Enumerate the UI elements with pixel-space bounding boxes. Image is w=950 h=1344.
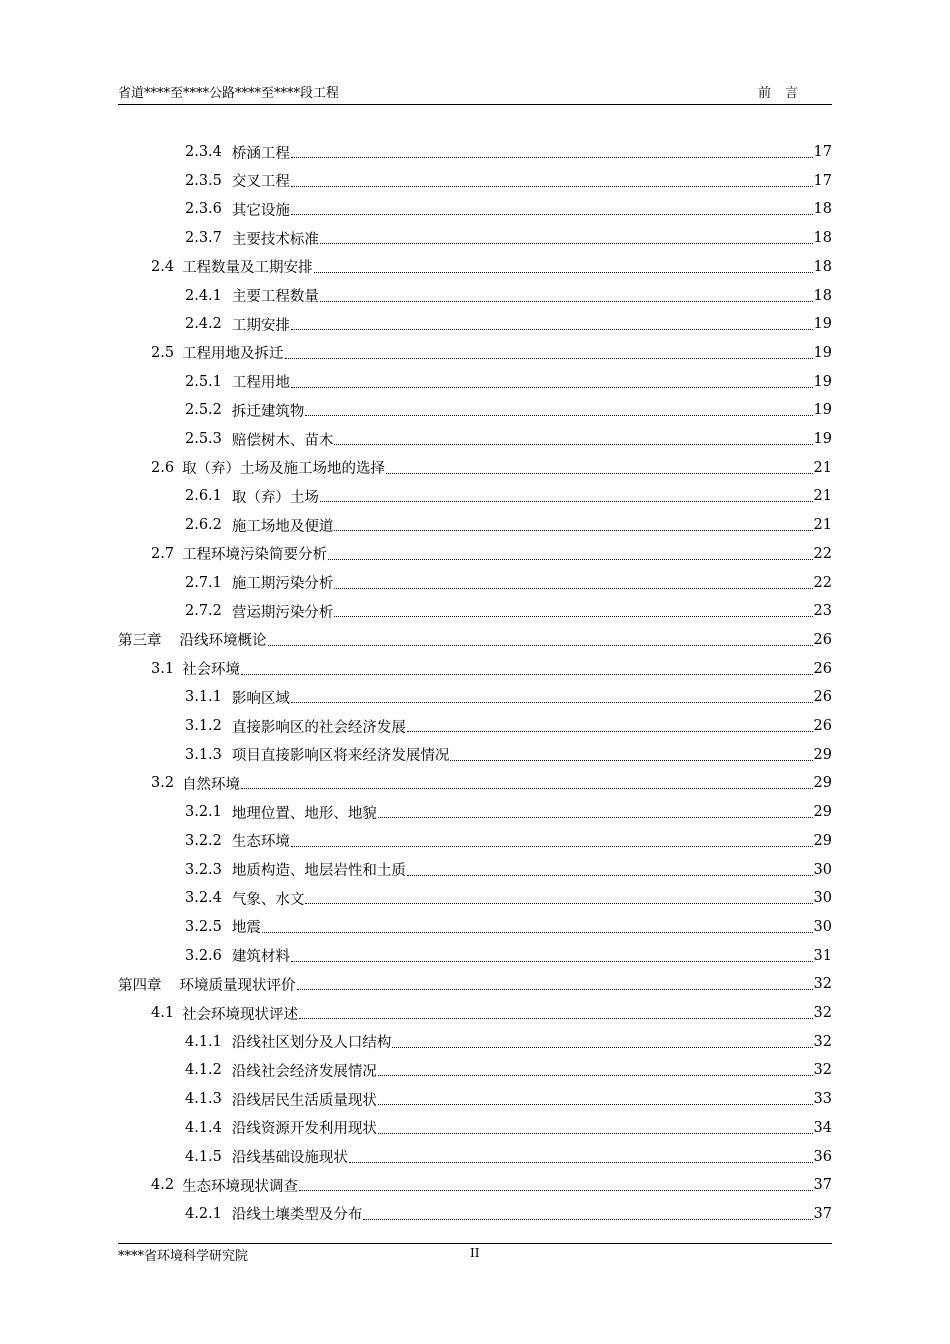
toc-entry-page: 19	[813, 431, 832, 447]
header-section: 前言	[757, 86, 812, 101]
toc-entry-page: 36	[813, 1148, 832, 1165]
toc-entry-page: 26	[813, 660, 832, 677]
toc-entry[interactable]	[185, 368, 832, 396]
toc-entry-number: 3.2.4	[185, 890, 222, 907]
toc-entry-leader	[319, 224, 814, 252]
toc-entry-page: 18	[813, 201, 832, 218]
toc-entry-leader	[298, 1171, 813, 1199]
toc-entry-page: 21	[813, 488, 832, 505]
toc-entry-page: 23	[813, 603, 832, 620]
toc-entry-page: 32	[813, 1062, 832, 1079]
toc-entry-title: 建筑材料	[231, 949, 290, 966]
toc-entry[interactable]	[185, 712, 832, 740]
toc-entry-number: 2.7.2	[185, 603, 222, 620]
toc-entry-title: 社会环境现状评述	[182, 1006, 299, 1023]
toc-entry-leader	[377, 1085, 814, 1113]
toc-entry-leader	[319, 482, 814, 510]
toc-entry-leader	[333, 511, 813, 539]
toc-entry-leader	[290, 195, 814, 223]
toc-entry-number: 3.1.1	[185, 689, 222, 706]
toc-entry-title: 施工期污染分析	[231, 576, 334, 592]
toc-entry-page: 17	[813, 172, 832, 189]
toc-entry[interactable]	[151, 769, 832, 797]
toc-entry-leader	[319, 282, 814, 310]
toc-entry-leader	[348, 1143, 814, 1171]
toc-entry[interactable]	[118, 970, 832, 998]
toc-entry-number: 2.3.5	[185, 172, 222, 189]
toc-entry-title: 沿线居民生活质量现状	[231, 1092, 377, 1109]
toc-entry[interactable]	[185, 1056, 832, 1084]
toc-entry[interactable]	[185, 597, 832, 625]
toc-entry-number: 2.4.2	[185, 316, 222, 333]
toc-entry-page: 33	[813, 1091, 832, 1108]
toc-entry-title: 取（弃）土场及施工场地的选择	[182, 461, 386, 478]
toc-entry-number: 4.1.5	[185, 1148, 222, 1165]
toc-entry-number: 3.1	[151, 660, 175, 677]
toc-entry-number: 第三章	[118, 633, 162, 650]
toc-entry-title: 沿线基础设施现状	[231, 1150, 348, 1166]
toc-entry[interactable]	[185, 425, 832, 453]
toc-entry[interactable]	[185, 741, 832, 769]
toc-entry[interactable]	[185, 224, 832, 252]
toc-entry-leader	[327, 540, 813, 568]
toc-entry-title: 工程环境污染简要分析	[182, 547, 328, 564]
toc-entry-page: 19	[813, 316, 832, 333]
toc-entry-number: 2.6.1	[185, 488, 222, 505]
toc-entry-number: 3.1.3	[185, 746, 222, 763]
toc-entry-page: 26	[813, 631, 832, 648]
toc-entry-title: 工程数量及工期安排	[182, 260, 313, 277]
toc-entry-leader	[290, 827, 814, 855]
toc-entry-leader	[377, 798, 814, 826]
toc-entry-number: 3.2.2	[185, 832, 222, 849]
toc-entry-number: 2.5.3	[185, 431, 222, 447]
toc-entry-page: 37	[813, 1177, 832, 1194]
toc-entry-title: 沿线社区划分及人口结构	[231, 1035, 392, 1052]
toc-entry-leader	[298, 999, 813, 1027]
toc-entry-page: 18	[813, 258, 832, 275]
toc-entry-leader	[333, 425, 813, 453]
toc-entry[interactable]	[185, 827, 832, 855]
toc-entry[interactable]	[185, 683, 832, 711]
toc-entry-page: 19	[813, 373, 832, 390]
toc-entry[interactable]	[185, 913, 832, 941]
toc-entry-number: 2.5.1	[185, 373, 222, 390]
page-header	[118, 84, 832, 105]
toc-entry-number: 4.2	[151, 1177, 175, 1194]
toc-entry[interactable]	[151, 454, 832, 482]
toc-entry-title: 沿线土壤类型及分布	[231, 1207, 363, 1224]
toc-entry[interactable]	[185, 1085, 832, 1113]
toc-entry-number: 4.1.2	[185, 1062, 222, 1079]
toc-entry[interactable]	[185, 396, 832, 424]
toc-entry-number: 2.6.2	[185, 517, 222, 534]
toc-entry-title: 影响区域	[231, 690, 290, 707]
toc-entry[interactable]	[185, 1143, 832, 1171]
toc-entry-page: 29	[813, 746, 832, 763]
toc-entry-leader	[290, 167, 814, 195]
toc-entry-title: 环境质量现状评价	[179, 977, 296, 994]
toc-entry-number: 3.2.3	[185, 861, 222, 878]
toc-entry-number: 2.7	[151, 545, 175, 562]
toc-entry-leader	[240, 769, 813, 797]
toc-entry-page: 18	[813, 230, 832, 247]
toc-entry[interactable]	[151, 655, 832, 683]
toc-entry-leader	[385, 454, 813, 482]
toc-entry-leader	[406, 712, 814, 740]
toc-entry-title: 工程用地及拆迁	[182, 346, 284, 363]
toc-entry-title: 直接影响区的社会经济发展	[231, 719, 406, 736]
toc-entry-page: 26	[813, 689, 832, 706]
toc-entry-leader	[362, 1200, 813, 1228]
toc-entry-title: 主要技术标准	[231, 231, 319, 248]
toc-entry-page: 37	[813, 1205, 832, 1222]
toc-entry-page: 29	[813, 804, 832, 821]
toc-entry-page: 19	[813, 402, 832, 419]
toc-entry-title: 拆迁建筑物	[231, 403, 305, 420]
toc-entry-number: 4.2.1	[185, 1205, 222, 1222]
toc-entry-page: 19	[813, 344, 832, 361]
toc-entry[interactable]	[185, 167, 832, 195]
toc-entry-title: 桥涵工程	[231, 145, 290, 162]
toc-entry-leader	[391, 1028, 813, 1056]
toc-entry-number: 3.2.1	[185, 804, 222, 821]
toc-entry-title: 工程用地	[231, 375, 290, 392]
toc-entry-page: 30	[813, 890, 832, 907]
toc-entry-leader	[313, 253, 814, 281]
toc-entry-title: 项目直接影响区将来经济发展情况	[231, 748, 450, 765]
toc-entry-title: 气象、水文	[231, 891, 305, 908]
toc-entry[interactable]	[185, 942, 832, 970]
toc-entry-number: 4.1.3	[185, 1091, 222, 1108]
toc-entry-page: 30	[813, 861, 832, 878]
toc-entry-leader	[377, 1114, 814, 1142]
toc-entry-leader	[240, 655, 813, 683]
toc-entry[interactable]	[118, 626, 832, 654]
toc-entry-number: 3.2.6	[185, 947, 222, 964]
toc-entry-page: 30	[813, 918, 832, 935]
toc-entry-number: 3.1.2	[185, 718, 222, 734]
toc-entry-page: 22	[813, 574, 832, 591]
toc-entry[interactable]	[185, 569, 832, 597]
toc-entry-page: 18	[813, 287, 832, 304]
toc-entry-page: 21	[813, 459, 832, 476]
toc-entry-leader	[284, 339, 814, 367]
toc-entry-leader	[290, 138, 814, 166]
toc-entry-title: 赔偿树木、苗木	[231, 432, 334, 449]
toc-entry-leader	[406, 856, 814, 884]
footer-page-number: II	[470, 1246, 480, 1260]
toc-entry-number: 3.2.5	[185, 918, 222, 935]
toc-entry[interactable]	[185, 856, 832, 884]
toc-entry-title: 营运期污染分析	[231, 604, 334, 621]
toc-entry-number: 4.1	[151, 1005, 175, 1021]
toc-entry[interactable]	[185, 798, 832, 826]
toc-entry-number: 2.5	[151, 344, 175, 361]
toc-entry-number: 2.3.7	[185, 230, 222, 247]
toc-entry-title: 生态环境	[231, 834, 290, 851]
toc-entry-page: 29	[813, 832, 832, 849]
toc-entry[interactable]	[185, 310, 832, 338]
toc-entry-leader	[290, 368, 814, 396]
toc-entry-page: 32	[813, 1033, 832, 1050]
toc-entry-page: 26	[813, 718, 832, 734]
toc-entry-title: 工期安排	[231, 317, 290, 334]
toc-entry-title: 地理位置、地形、地貌	[231, 805, 377, 822]
toc-entry[interactable]	[151, 999, 832, 1027]
toc-entry-page: 34	[813, 1119, 832, 1136]
toc-entry-number: 2.5.2	[185, 402, 222, 419]
page-footer	[118, 1243, 832, 1268]
toc-entry-number: 2.3.4	[185, 144, 222, 160]
toc-entry[interactable]	[185, 511, 832, 539]
toc-entry-title: 社会环境	[182, 662, 241, 679]
toc-entry-leader	[333, 597, 813, 625]
toc-entry-leader	[304, 396, 813, 424]
toc-entry-number: 2.6	[151, 459, 175, 476]
toc-entry-title: 沿线资源开发利用现状	[231, 1121, 377, 1138]
toc-entry-title: 自然环境	[182, 776, 241, 793]
toc-entry[interactable]	[185, 138, 832, 166]
toc-entry-leader	[377, 1056, 814, 1084]
toc-entry-page: 22	[813, 545, 832, 562]
toc-entry[interactable]	[185, 195, 832, 223]
toc-entry-leader	[296, 970, 814, 998]
toc-entry-leader	[290, 942, 814, 970]
toc-entry-title: 其它设施	[231, 202, 290, 219]
toc-entry-leader	[290, 310, 814, 338]
toc-entry-leader	[304, 884, 813, 912]
toc-entry-leader	[333, 569, 813, 597]
toc-entry[interactable]	[151, 1171, 832, 1199]
toc-entry-title: 沿线社会经济发展情况	[231, 1063, 377, 1080]
toc-entry-number: 4.1.4	[185, 1119, 222, 1136]
toc-entry-number: 2.3.6	[185, 201, 222, 218]
toc-entry-title: 取（弃）土场	[231, 489, 319, 506]
toc-entry-page: 17	[813, 144, 832, 160]
toc-entry[interactable]	[185, 482, 832, 510]
toc-entry-title: 地质构造、地层岩性和土质	[231, 863, 406, 879]
toc-entry-page: 32	[813, 1005, 832, 1021]
toc-entry[interactable]	[185, 1028, 832, 1056]
toc-entry-title: 生态环境现状调查	[182, 1178, 299, 1195]
toc-entry-leader	[290, 683, 814, 711]
toc-entry[interactable]	[185, 282, 832, 310]
toc-entry[interactable]	[151, 253, 832, 281]
toc-entry-page: 32	[813, 976, 832, 993]
toc-entry[interactable]	[185, 884, 832, 912]
toc-entry[interactable]	[185, 1114, 832, 1142]
toc-entry-title: 施工场地及便道	[231, 518, 334, 535]
toc-entry-page: 29	[813, 775, 832, 792]
toc-entry-title: 交叉工程	[231, 174, 290, 191]
toc-entry-page: 21	[813, 517, 832, 534]
toc-entry-number: 2.4	[151, 258, 175, 275]
toc-entry[interactable]	[185, 1200, 832, 1228]
toc-entry-number: 第四章	[118, 977, 162, 994]
footer-org: ****省环境科学研究院	[118, 1249, 249, 1264]
toc-entry-title: 主要工程数量	[231, 289, 319, 305]
toc-entry-number: 2.7.1	[185, 574, 222, 591]
toc-entry-number: 4.1.1	[185, 1033, 222, 1050]
toc-entry[interactable]	[151, 540, 832, 568]
toc-entry-title: 地震	[231, 920, 261, 937]
toc-entry[interactable]	[151, 339, 832, 367]
toc-entry-leader	[449, 741, 813, 769]
header-title: 省道****至****公路****至****段工程	[118, 86, 340, 101]
toc-entry-page: 31	[813, 947, 832, 964]
toc-entry-leader	[261, 913, 814, 941]
toc-entry-title: 沿线环境概论	[179, 633, 267, 650]
toc-entry-number: 3.2	[151, 775, 175, 792]
toc-entry-number: 2.4.1	[185, 287, 222, 304]
toc-entry-leader	[267, 626, 814, 654]
